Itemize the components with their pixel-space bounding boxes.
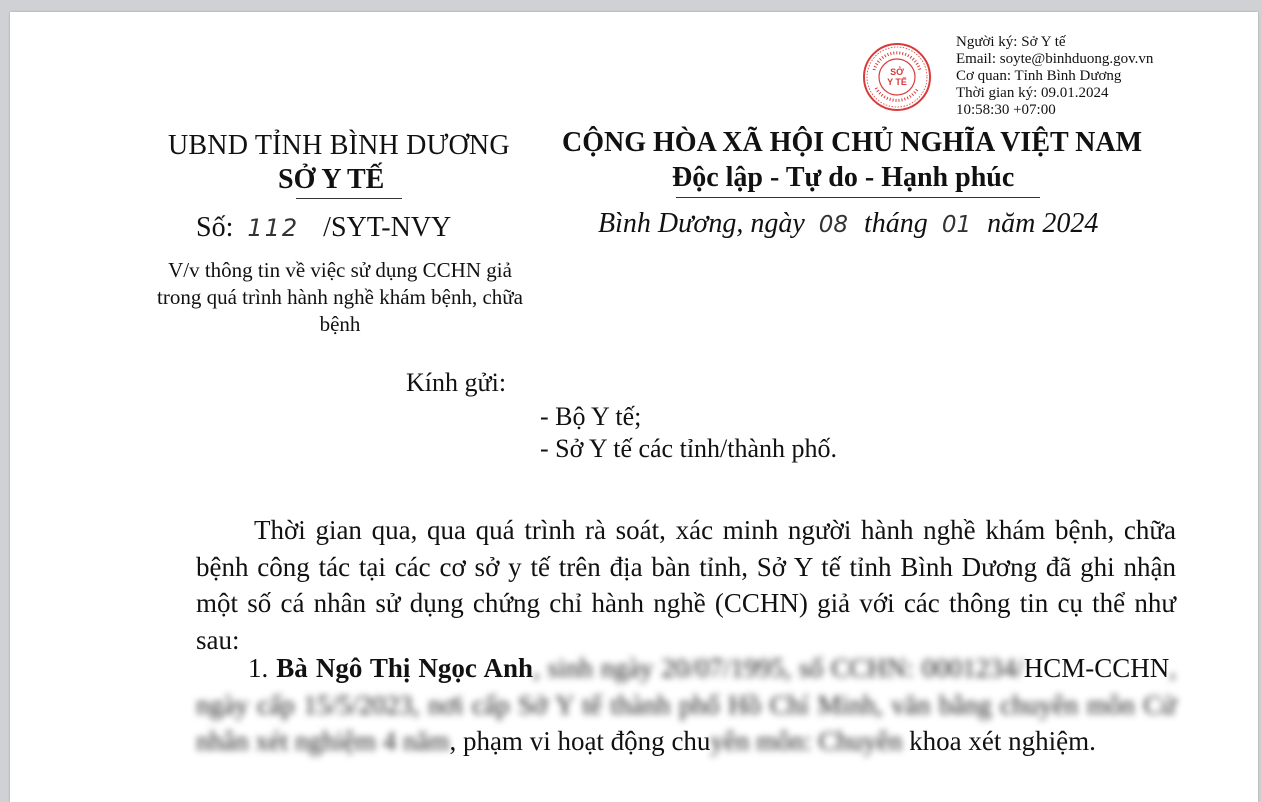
item-scope-end: khoa xét nghiệm. — [909, 726, 1096, 756]
signed-time: Thời gian ký: 09.01.2024 — [956, 85, 1109, 101]
body-paragraph — [196, 512, 1176, 658]
redacted-text: 0001234/ — [921, 653, 1024, 683]
item-scope-label: , phạm vi hoạt động — [449, 726, 665, 756]
number-prefix: Số: — [196, 212, 234, 243]
svg-text:SỞ: SỞ — [890, 67, 904, 77]
signed-clock: 10:58:30 +07:00 — [956, 102, 1056, 118]
date-prefix: Bình Dương, ngày — [598, 208, 805, 239]
signer-agency: Cơ quan: Tỉnh Bình Dương — [956, 68, 1122, 84]
recipient-item: - Sở Y tế các tỉnh/thành phố. — [540, 434, 838, 463]
item-person-name: Bà Ngô Thị Ngọc Anh — [276, 653, 533, 683]
certificate-suffix: HCM-CCHN — [1023, 653, 1170, 683]
recipient-item: - Bộ Y tế; — [540, 402, 642, 431]
motto-underline — [676, 197, 1040, 198]
redacted-text: , sinh ngày 20/07/1995, số CCHN: — [532, 653, 914, 683]
nation-title: CỘNG HÒA XÃ HỘI CHỦ NGHĨA VIỆT NAM — [562, 127, 1143, 158]
body-paragraph-text: Thời gian qua, qua quá trình rà soát, xác minh người hành nghề khám bệnh, chữa bệnh công tác tại các cơ sở y tế trên địa bàn tỉnh, Sở Y tế tỉnh Bình Dương đã ghi nhận một số cá nhân sử dụng chứng chỉ hành nghề (CCHN) giả với các thông tin cụ thể như sau: — [196, 515, 1176, 655]
redacted-text: yên môn: Chuyên — [710, 726, 903, 756]
item-number: 1. — [248, 653, 269, 683]
date-month: 01 — [941, 212, 972, 238]
list-item — [196, 650, 1176, 760]
national-motto: Độc lập - Tự do - Hạnh phúc — [672, 162, 1015, 193]
department-name: SỞ Y TẾ — [278, 164, 385, 195]
number-suffix: /SYT-NVY — [323, 212, 452, 243]
signer-email: Email: soyte@binhduong.gov.vn — [956, 51, 1154, 67]
svg-text:Y TẾ: Y TẾ — [887, 77, 907, 87]
date-day: 08 — [818, 212, 849, 238]
document-number — [196, 212, 451, 244]
red-seal-stamp — [862, 42, 932, 112]
date-line — [598, 208, 1098, 240]
date-month-label: tháng — [864, 208, 928, 239]
document-page — [10, 12, 1258, 802]
number-handwritten: 112 — [247, 214, 300, 242]
date-year: năm 2024 — [987, 208, 1099, 239]
authority-name: UBND TỈNH BÌNH DƯƠNG — [168, 130, 510, 161]
digital-signature-info — [956, 34, 1153, 119]
department-underline — [296, 198, 402, 199]
signer: Người ký: Sở Y tế — [956, 34, 1066, 50]
redacted-text: , ngày cấp 15/5/2023, nơi cấp Sở Y tế thành phố Hồ Chí Minh, văn bằng chuyên môn Cử nhân xét nghiệm 4 năm — [196, 653, 1176, 756]
greeting: Kính gửi: — [406, 368, 507, 397]
subject-line: V/v thông tin về việc sử dụng CCHN giả trong quá trình hành nghề khám bệnh, chữa bệnh — [157, 258, 523, 336]
item-scope-start: chu — [671, 726, 711, 756]
